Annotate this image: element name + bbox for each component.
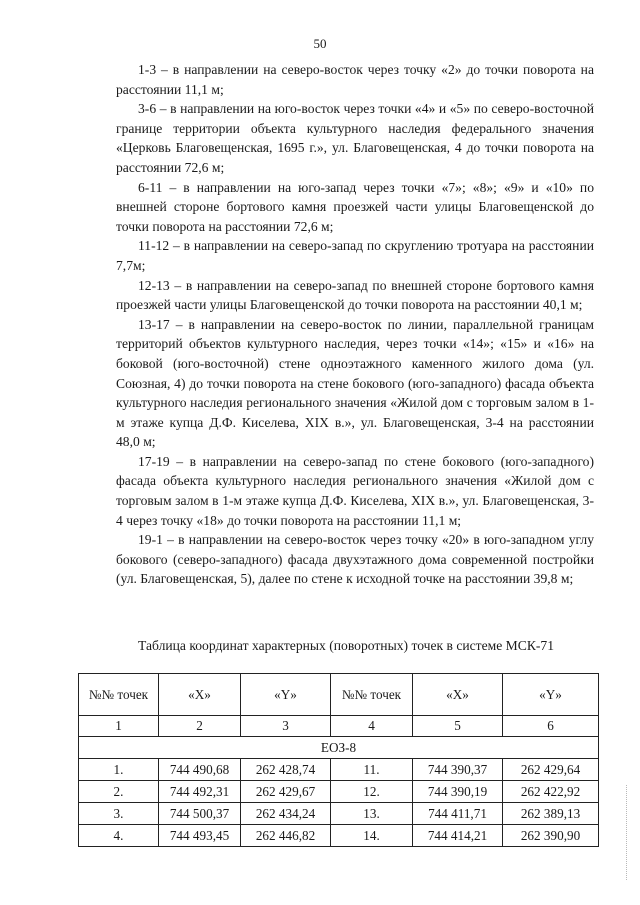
column-number: 6: [503, 716, 599, 737]
table-row: [79, 759, 599, 781]
table-header-row: [79, 674, 599, 716]
zone-group-row: [79, 737, 599, 759]
paragraph-11-12: 11-12 – в направлении на северо-запад по скруглению тротуара на расстоянии 7,7м;: [116, 238, 594, 273]
paragraph-6-11: 6-11 – в направлении на юго-запад через точки «7»; «8»; «9» и «10» по внешней стороне бортового камня проезжей части улицы Благовещенской до точки поворота на расстоянии 72,6 м;: [116, 179, 594, 234]
header-point-number: №№ точек: [79, 674, 159, 716]
table-row: [79, 825, 599, 847]
y-value: 262 389,13: [503, 803, 599, 825]
paragraph-1-3: 1-3 – в направлении на северо-восток через точку «2» до точки поворота на расстоянии 11,1 м;: [116, 62, 594, 97]
x-value: 744 493,45: [159, 825, 241, 847]
paragraph-12-13: 12-13 – в направлении на северо-запад по внешней стороне бортового камня проезжей части улицы Благовещенской до точки поворота на расстоянии 40,1 м;: [116, 277, 594, 313]
paragraph-19-1: 19-1 – в направлении на северо-восток через точку «20» в юго-западном углу бокового (северо-западного) фасада двухэтажного дома современной постройки (ул. Благовещенская, 5), далее по стене к исходной точке на расстоянии 39,8 м;: [116, 532, 594, 587]
table-row: [79, 803, 599, 825]
y-value: 262 390,90: [503, 825, 599, 847]
column-number: 1: [79, 716, 159, 737]
coordinates-table: [78, 673, 599, 847]
header-point-number-2: №№ точек: [331, 674, 413, 716]
point-number: 12.: [331, 781, 413, 803]
x-value: 744 414,21: [413, 825, 503, 847]
header-x-2: «X»: [413, 674, 503, 716]
y-value: 262 434,24: [241, 803, 331, 825]
paragraph-13-17: 13-17 – в направлении на северо-восток по линии, параллельной границам территорий объектов культурного наследия, через точки «14»; «15» и «16» на боковой (юго-восточной) стене одноэтажного каменного жилого дома (ул. Союзная, 4) до точки поворота на стене бокового (юго-западного) фасада объекта культурного наследия регионального значения «Жилой дом с торговым залом в 1-м этаже купца Д.Ф. Киселева, XIX в.», ул. Благовещенская, 3-4 на расстоянии 48,0 м;: [116, 316, 594, 450]
y-value: 262 428,74: [241, 759, 331, 781]
paragraph-3-6: 3-6 – в направлении на юго-восток через точки «4» и «5» по северо-восточной границе территории объекта культурного наследия федерального значения «Церковь Благовещенская, 1695 г.», ул. Благовещенская, 4 до точки поворота на расстоянии 72,6 м;: [116, 101, 594, 175]
column-number: 3: [241, 716, 331, 737]
header-y-2: «Y»: [503, 674, 599, 716]
column-number: 5: [413, 716, 503, 737]
x-value: 744 500,37: [159, 803, 241, 825]
column-number: 4: [331, 716, 413, 737]
x-value: 744 490,68: [159, 759, 241, 781]
point-number: 11.: [331, 759, 413, 781]
document-body: [116, 60, 594, 589]
y-value: 262 446,82: [241, 825, 331, 847]
point-number: 2.: [79, 781, 159, 803]
scan-edge-marks: [626, 785, 631, 880]
paragraph-17-19: 17-19 – в направлении на северо-запад по стене бокового (юго-западного) фасада объекта культурного наследия регионального значения «Жилой дом с торговым залом в 1-м этаже купца Д.Ф. Киселева, XIX в.», ул. Благовещенская, 3-4 через точку «18» до точки поворота на расстоянии 11,1 м;: [116, 453, 594, 528]
column-number: 2: [159, 716, 241, 737]
x-value: 744 390,19: [413, 781, 503, 803]
table-row: [79, 781, 599, 803]
y-value: 262 422,92: [503, 781, 599, 803]
zone-group-title: ЕОЗ-8: [79, 737, 599, 759]
point-number: 3.: [79, 803, 159, 825]
table-caption: Таблица координат характерных (поворотных) точек в системе МСК-71: [138, 638, 555, 653]
x-value: 744 390,37: [413, 759, 503, 781]
x-value: 744 492,31: [159, 781, 241, 803]
page-number: 50: [313, 36, 327, 51]
column-number-row: [79, 716, 599, 737]
point-number: 13.: [331, 803, 413, 825]
y-value: 262 429,64: [503, 759, 599, 781]
point-number: 14.: [331, 825, 413, 847]
x-value: 744 411,71: [413, 803, 503, 825]
header-y: «Y»: [241, 674, 331, 716]
y-value: 262 429,67: [241, 781, 331, 803]
point-number: 1.: [79, 759, 159, 781]
header-x: «X»: [159, 674, 241, 716]
point-number: 4.: [79, 825, 159, 847]
